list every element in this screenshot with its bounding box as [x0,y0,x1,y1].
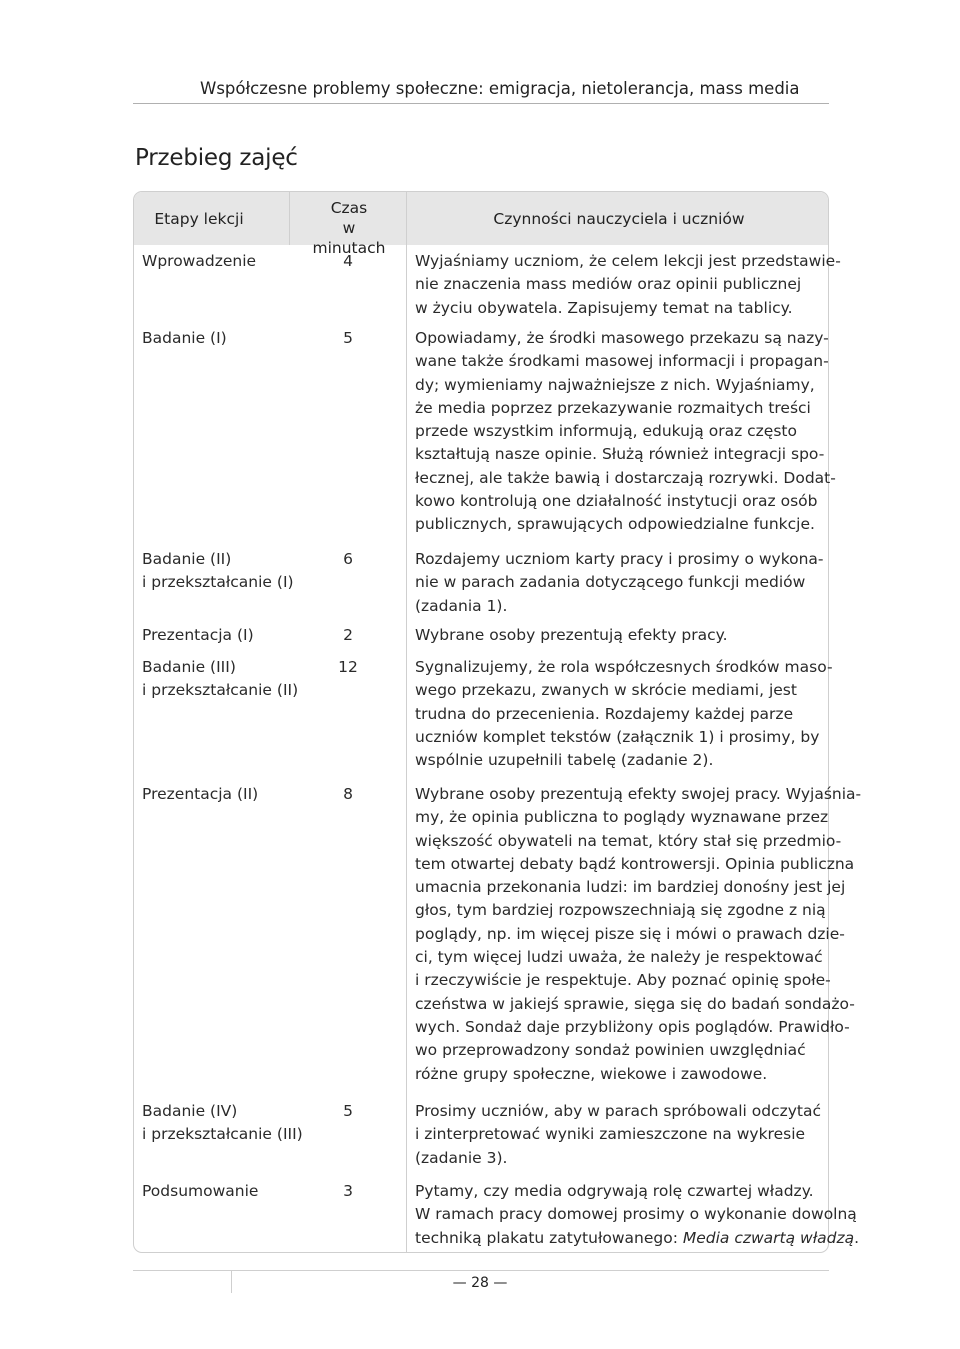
stage-cell: Prezentacja (I) [142,626,254,644]
footer-rule [133,1270,829,1271]
time-cell: 8 [343,785,353,803]
stage-cell: Prezentacja (II) [142,785,259,803]
header-time: Czas w minutach [312,199,386,257]
header-divider [133,103,829,104]
page-title: Przebieg zajęć [135,145,298,171]
activity-cell: Pytamy, czy media odgrywają rolę czwartej władzy. W ramach pracy domowej prosimy o wykonanie dowolną techniką plakatu zatytułowanego: Media czwartą władzą. [415,1182,860,1247]
header-activities: Czynności nauczyciela i uczniów [493,210,745,228]
activity-cell: Prosimy uczniów, aby w parach spróbowali odczytać i zinterpretować wyniki zamieszczone na wykresie (zadanie 3). [415,1102,822,1167]
activity-cell: Sygnalizujemy, że rola współczesnych środków maso- wego przekazu, zwanych w skrócie mediami, jest trudna do przecenienia. Rozdajemy każdej parze uczniów komplet tekstów (załącznik 1) i prosimy, by wspólnie uzupełnili tabelę (zadanie 2). [415,658,833,770]
stage-cell: Badanie (I) [142,329,227,347]
time-cell: 5 [343,329,353,347]
running-header: Współczesne problemy społeczne: emigracja, nietolerancja, mass media [200,79,800,98]
time-cell: 2 [343,626,353,644]
stage-cell: Badanie (IV) i przekształcanie (III) [142,1102,303,1144]
activity-cell: Wyjaśniamy uczniom, że celem lekcji jest przedstawie- nie znaczenia mass mediów oraz opinii publicznej w życiu obywatela. Zapisujemy temat na tablicy. [415,252,841,317]
activity-cell: Opowiadamy, że środki masowego przekazu są nazy- wane także środkami masowej informacji i propagan- dy; wymieniamy najważniejsze z nich. Wyjaśniamy, że media poprzez przekazywanie rozmaitych treści przede wszystkim informują, edukują oraz często kształtują nasze opinie. Służą również integracji spo- łecznej, ale także bawią i dostarczają rozrywki. Dodat- kowo kontrolują one działalność instytucji oraz osób publicznych, sprawujących odpowiedzialne funkcje. [415,329,836,534]
time-cell: 6 [343,550,353,568]
header-stages: Etapy lekcji [154,210,244,228]
activity-cell: Wybrane osoby prezentują efekty swojej pracy. Wyjaśnia- my, że opinia publiczna to poglądy wyznawane przez większość obywateli na temat, który stał się przedmio- tem otwartej debaty bądź kontrowersji. Opinia publiczna umacnia przekonania ludzi: im bardziej donośny jest jej głos, tym bardziej rozpowszechniają się zgodne z nią poglądy, np. im więcej pisze się i mówi o prawach dzie- ci, tym więcej ludzi uważa, że należy je respektować i rzeczywiście je respektuje. Aby poznać opinię społe- czeństwa w jakiejś sprawie, sięga się do badań sondażo- wych. Sondaż daje przybliżony opis poglądów. Prawidło- wo przeprowadzony sondaż powinien uwzględniać różne grupy społeczne, wiekowe i zawodowe. [415,785,862,1083]
header-divider-1 [289,192,290,245]
stage-cell: Badanie (III) i przekształcanie (II) [142,658,299,700]
time-cell: 4 [343,252,353,270]
stage-cell: Badanie (II) i przekształcanie (I) [142,550,294,592]
page-number: — 28 — [452,1275,508,1291]
stage-cell: Wprowadzenie [142,252,257,270]
poster-title: Media czwartą władzą [682,1228,855,1247]
time-cell: 3 [343,1182,353,1200]
stage-cell: Podsumowanie [142,1182,259,1200]
table-header [134,192,828,257]
time-cell: 12 [338,658,358,676]
time-cell: 5 [343,1102,353,1120]
activity-cell: Rozdajemy uczniom karty pracy i prosimy o wykona- nie w parach zadania dotyczącego funkcji mediów (zadania 1). [415,550,824,615]
column-divider [406,192,407,1252]
activity-cell: Wybrane osoby prezentują efekty pracy. [415,626,728,644]
